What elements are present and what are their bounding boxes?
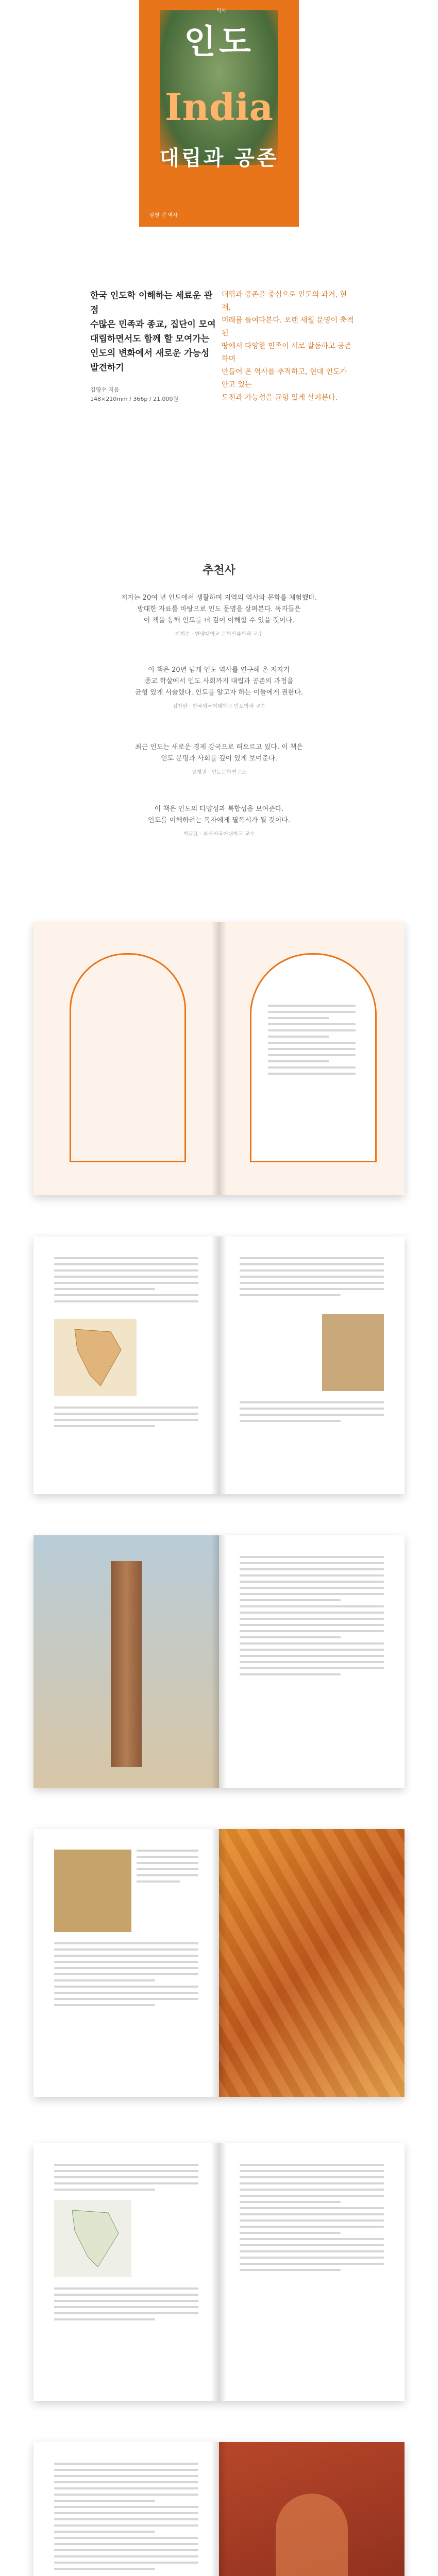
recommend-paragraph <box>67 742 371 765</box>
recommend-paragraph <box>67 804 371 826</box>
page-right <box>219 1535 405 1788</box>
arch-frame <box>70 953 186 1162</box>
recommend-line: 종교 학살에서 인도 사회까지 대립과 공존의 과정을 <box>144 677 294 685</box>
map-illustration <box>54 2200 131 2277</box>
book-cover <box>139 0 299 227</box>
author: 김영수 지음 <box>90 386 120 393</box>
map-illustration <box>54 1319 137 1396</box>
recommend-line: 이 책을 통해 인도를 더 깊이 이해할 수 있을 것이다. <box>143 617 295 624</box>
recommend-line: 저자는 20여 년 인도에서 생활하며 지역의 역사와 문화를 체험했다. <box>121 594 317 602</box>
recommend-paragraph <box>67 665 371 699</box>
recommend-line: 인도를 이해하려는 독자에게 필독서가 될 것이다. <box>148 817 290 824</box>
photo-figure <box>322 1314 384 1391</box>
page-right <box>219 2442 405 2576</box>
page-left <box>33 1829 219 2097</box>
sculpture-photo <box>276 2494 348 2576</box>
book-specs: 148×210mm / 366p / 21,000원 <box>90 396 179 402</box>
page-left <box>33 2442 219 2576</box>
page-left <box>33 1236 219 1494</box>
spread-sculpture <box>33 2442 405 2576</box>
cover-note: 삼천 년 역사 <box>149 213 178 218</box>
tagline-line: 대립하면서도 함께 할 모여가는 <box>90 334 210 344</box>
page-right <box>219 922 405 1195</box>
page-right <box>219 1236 405 1494</box>
page-left <box>33 2143 219 2401</box>
tower-photo <box>111 1561 142 1767</box>
intro-line: 미래를 들여다본다. 오랜 세월 문명이 축적된 <box>222 316 354 337</box>
recommend-line: 균형 있게 서술했다. 인도를 알고자 하는 이들에게 권한다. <box>134 689 304 697</box>
crowd-photo <box>219 1829 405 2097</box>
recommend-line: 방대한 자료를 바탕으로 인도 문명을 살펴본다. 독자들은 <box>137 605 301 613</box>
spread-photo <box>33 1535 405 1788</box>
recommend-line: 이 책은 20년 넘게 인도 역사를 연구해 온 저자가 <box>148 666 290 674</box>
cover-subtitle: 대립과 공존 <box>159 146 279 170</box>
recommend-paragraph <box>67 592 371 626</box>
recommend-line: 이 책은 인도의 다양성과 복합성을 보여준다. <box>154 805 284 813</box>
spread-crowd <box>33 1829 405 2097</box>
intro-line: 도전과 가능성을 균형 있게 살펴본다. <box>222 394 338 402</box>
recommend-line: 최근 인도는 새로운 경제 강국으로 떠오르고 있다. 이 책은 <box>134 743 304 751</box>
spread-toc <box>33 922 405 1195</box>
cover-title: 인도 <box>184 23 254 61</box>
recommend-line: 인도 문명과 사회를 깊이 있게 보여준다. <box>161 755 277 762</box>
cover-title-en: India <box>164 85 274 129</box>
page-left <box>33 1535 219 1788</box>
photo-small <box>54 1850 131 1932</box>
info-right <box>222 289 356 404</box>
info-left <box>90 289 219 404</box>
page-left <box>33 922 219 1195</box>
spread-map <box>33 2143 405 2401</box>
recommend-source: 김찬완 · 한국외국어대학교 인도학과 교수 <box>172 704 266 709</box>
tagline-line: 수많은 민족과 종교, 집단이 모여 <box>90 319 216 330</box>
cover-badge: 역사 <box>216 8 227 14</box>
recommend-source: 박금표 · 부산외국어대학교 교수 <box>183 832 255 837</box>
toc-lines <box>268 1005 356 1079</box>
tagline-line: 인도의 변화에서 새로운 가능성 발견하기 <box>90 348 210 373</box>
intro-line: 대립과 공존을 중심으로 인도의 과거, 현재, <box>222 291 347 312</box>
intro-line: 땅에서 다양한 민족이 서로 갈등하고 공존하며 <box>222 342 352 363</box>
page-right <box>219 2143 405 2401</box>
recommend-source: 장재원 · 인도문화연구소 <box>191 770 247 775</box>
spread-text-map <box>33 1236 405 1494</box>
recommend-source: 이희수 · 한양대학교 문화인류학과 교수 <box>175 632 263 637</box>
page-right <box>219 1829 405 2097</box>
intro-line: 만들어 온 역사를 추적하고, 현대 인도가 안고 있는 <box>222 368 347 389</box>
recommend-title: 추천사 <box>203 564 235 577</box>
tagline-line: 한국 인도학 이해하는 세료운 관점 <box>90 291 213 315</box>
